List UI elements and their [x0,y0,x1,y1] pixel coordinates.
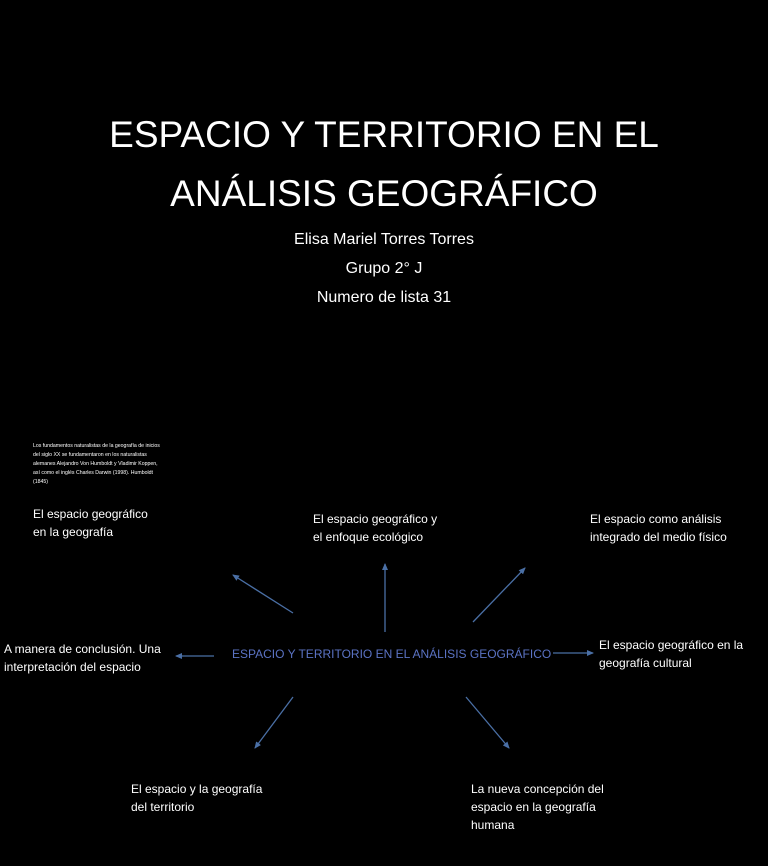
list-number: Numero de lista 31 [316,289,452,306]
title-line-2: ANÁLISIS GEOGRÁFICO [170,173,598,214]
node-line: interpretación del espacio [4,660,141,674]
node-line: El espacio geográfico [33,507,148,521]
node-espacio-en-geografia [33,505,148,541]
node-conclusion [4,640,161,676]
node-analisis-medio-fisico [590,510,727,546]
node-line: A manera de conclusión. Una [4,642,161,656]
note-line: (1845) [33,479,48,485]
author-name: Elisa Mariel Torres Torres [294,231,474,248]
node-line: El espacio como análisis [590,512,722,526]
node-line: El espacio geográfico en la [599,638,744,652]
note-line: Los fundamentos naturalistas de la geografía de inicios [33,443,160,449]
node-line: espacio en la geografía [471,800,596,814]
node-line: El espacio y la geografía [131,782,263,796]
node-line: del territorio [131,800,195,814]
node-line: integrado del medio físico [590,530,727,544]
arrow-top-left [233,575,293,613]
node-enfoque-ecologico [313,510,437,546]
note-line: alemanes Alejandro Von Humboldt y Vladimir Koppen, [33,461,158,467]
arrow-bottom-right [466,697,509,748]
node-geografia-humana [471,780,604,834]
node-geografia-territorio [131,780,262,816]
node-line: El espacio geográfico y [313,512,438,526]
arrow-top-right [473,568,525,622]
diagram-center-topic: ESPACIO Y TERRITORIO EN EL ANÁLISIS GEOGRÁFICO [232,647,552,661]
node-line: geografía cultural [599,656,692,670]
arrow-bottom-left [255,697,293,748]
node-geografia-cultural [599,636,743,672]
node-line: en la geografía [33,525,114,539]
group-label: Grupo 2° J [345,260,423,277]
title-line-1: ESPACIO Y TERRITORIO EN EL [109,114,659,155]
node-line: humana [471,818,515,832]
node-line: La nueva concepción del [471,782,604,796]
note-line: así como el inglés Charles Darwin (1998). Humboldt [33,470,153,476]
node-line: el enfoque ecológico [313,530,424,544]
note-line: del siglo XX se fundamentaron en los naturalistas [33,452,147,458]
